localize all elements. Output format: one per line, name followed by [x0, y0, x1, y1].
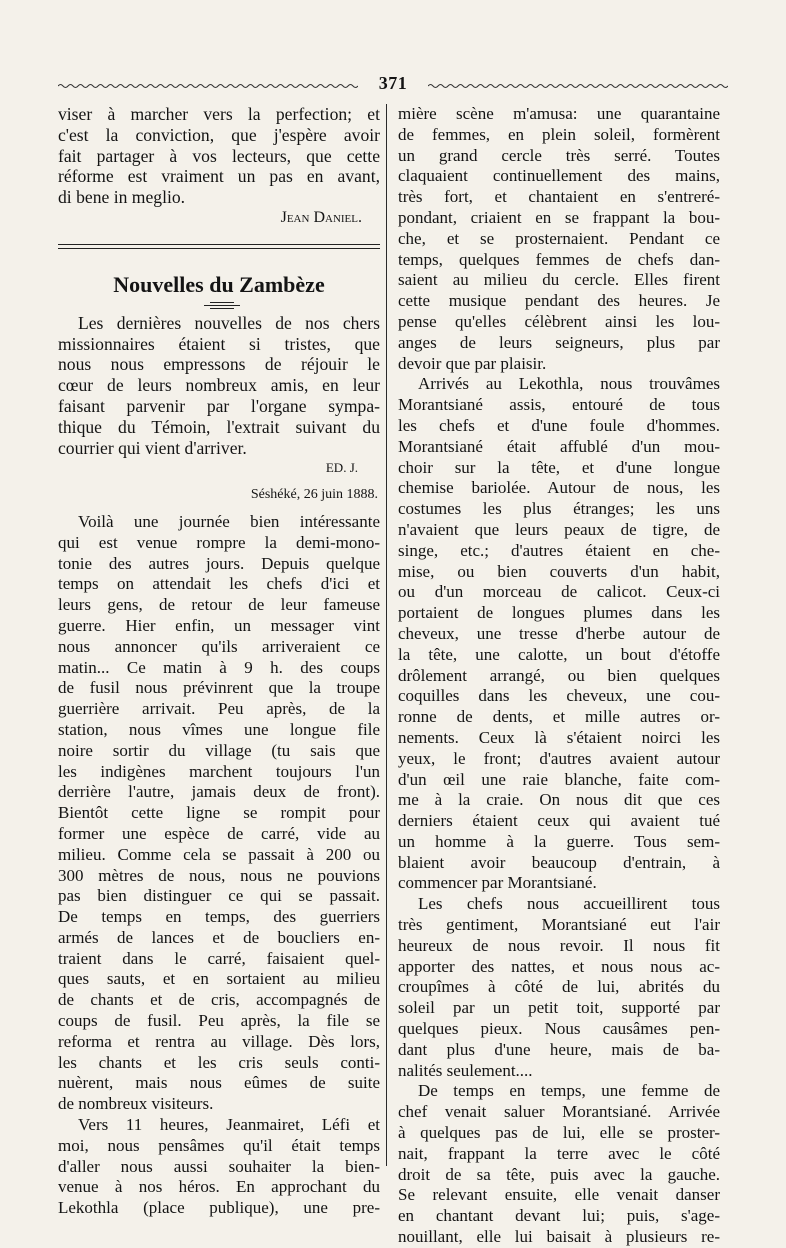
text-line: nuèrent, mais nous eûmes de suite — [58, 1073, 380, 1093]
text-line: croupîmes à côté de lui, abrités du — [398, 977, 720, 997]
text-line: apporter des nattes, et nous nous ac- — [398, 956, 720, 976]
text-line: pondant, criaient en se frappant la bou- — [398, 207, 720, 227]
text-line: claquaient continuellement des mains, — [398, 166, 720, 186]
text-line: très gentiment, Morantsiané eut l'air — [398, 915, 720, 935]
text-line: un grand cercle très serré. Toutes — [398, 145, 720, 165]
text-line: les indigènes marchent toujours l'un — [58, 761, 380, 781]
text-line: nalités seulement.... — [398, 1060, 533, 1080]
header-ornament-right — [428, 83, 728, 89]
text-line: costumes les plus étranges; les uns — [398, 499, 720, 519]
text-line: de chants et de cris, accompagnés de — [58, 990, 380, 1010]
text-line: Morantsiané était affublé d'un mou- — [398, 436, 720, 456]
text-line: station, nous vîmes une longue file — [58, 719, 380, 739]
left-column — [58, 104, 380, 1219]
text-line: de fusil nous prévinrent que la troupe — [58, 678, 380, 698]
text-line: dant plus d'une heure, mais de ba- — [398, 1039, 720, 1059]
section-divider — [58, 239, 380, 257]
text-line: milieu. Comme cela se passait à 200 ou — [58, 844, 380, 864]
text-line: Voilà une journée bien intéressante — [78, 511, 380, 531]
text-line: di bene in meglio. — [58, 187, 186, 208]
text-line: nouillant, elle lui baisait à plusieurs re- — [398, 1227, 720, 1247]
text-line: noire sortir du village (tu sais que — [58, 740, 380, 760]
text-line: fait partager à vos lecteurs, que cette — [58, 145, 380, 166]
text-line: droit de sa tête, puis avec la gauche. — [398, 1164, 720, 1184]
text-line: singe, etc.; d'autres étaient en che- — [398, 540, 720, 560]
text-line: un homme à la guerre. Tous sem- — [398, 831, 720, 851]
text-line: Vers 11 heures, Jeanmairet, Léfi et — [78, 1115, 380, 1135]
text-line: commencer par Morantsiané. — [398, 873, 597, 893]
text-line: derniers étaient ceux qui avaient tué — [398, 811, 720, 831]
text-line: chef venait saluer Morantsiané. Arrivée — [398, 1102, 720, 1122]
text-line: traient dans le carré, faisaient quel- — [58, 948, 380, 968]
text-line: d'aller nous aussi souhaiter la bien- — [58, 1156, 380, 1176]
text-line: Bientôt cette ligne se rompit pour — [58, 803, 380, 823]
text-line: ou d'un morceau de calicot. Ceux-ci — [398, 582, 720, 602]
text-line: pas bien distinguer ce qui se passait. — [58, 886, 380, 906]
text-line: De temps en temps, des guerriers — [58, 907, 380, 927]
letter-dateline: Séshéké, 26 juin 1888. — [250, 487, 378, 503]
column-divider — [386, 104, 387, 1166]
text-line: Les chefs nous accueillirent tous — [418, 894, 720, 914]
text-line: n'avaient que leurs peaux de tigre, de — [398, 519, 720, 539]
text-line: à quelques pas de lui, elle se proster- — [398, 1123, 720, 1143]
text-line: blaient avoir beaucoup d'entrain, à — [398, 852, 720, 872]
text-line: soleil par un petit toit, supporté par — [398, 998, 720, 1018]
text-line: che, et se prosternaient. Pendant ce — [398, 228, 720, 248]
text-line: thique du Témoin, l'extrait suivant du — [58, 416, 380, 437]
text-line: la tête, une calotte, un bout d'étoffe — [398, 644, 720, 664]
text-line: tonie des autres jours. Depuis quelque — [58, 553, 380, 573]
page-header — [58, 73, 728, 95]
author-signature: Jean Daniel. — [280, 208, 362, 226]
text-line: réforme est vraiment un pas en avant, — [58, 166, 380, 187]
text-line: cheveux, une tresse d'herbe autour de — [398, 623, 720, 643]
text-line: former une espèce de carré, vide au — [58, 823, 380, 843]
text-line: heureux de nous revoir. Il nous fit — [398, 935, 720, 955]
text-line: cette musique pendant des heures. Je — [398, 291, 720, 311]
text-line: ronne de dents, et mille autres or- — [398, 707, 720, 727]
text-line: matin... Ce matin à 9 h. des coups — [58, 657, 380, 677]
text-line: anges de leurs seigneurs, plus par — [398, 332, 720, 352]
text-line: cœur de leurs nombreux amis, en leur — [58, 375, 380, 396]
text-line: me à la craie. On nous dit que ces — [398, 790, 720, 810]
text-line: en chantant devant lui; puis, s'age- — [398, 1206, 720, 1226]
text-line: nements. Ceux là s'étaient noirci les — [398, 727, 720, 747]
title-ornament — [58, 299, 380, 313]
text-line: d'un œil une raie blanche, faite com- — [398, 769, 720, 789]
text-line: 300 mètres de nous, nous ne pouvions — [58, 865, 380, 885]
text-line: Les dernières nouvelles de nos chers — [78, 312, 380, 333]
text-line: missionnaires étaient si tristes, que — [58, 333, 380, 354]
text-line: quelques pieux. Nous causâmes pen- — [398, 1019, 720, 1039]
text-line: faisant parvenir par l'organe sympa- — [58, 395, 380, 416]
text-line: yeux, le front; d'autres avaient autour — [398, 748, 720, 768]
text-line: Morantsiané assis, entouré de tous — [398, 395, 720, 415]
text-line: venue à nos héros. En approchant du — [58, 1177, 380, 1197]
text-line: Arrivés au Lekothla, nous trouvâmes — [418, 374, 720, 394]
text-line: Lekothla (place publique), une pre- — [58, 1198, 380, 1218]
text-line: mise, ou bien couverts d'un habit, — [398, 561, 720, 581]
text-line: les chefs et d'une foule d'hommes. — [398, 415, 720, 435]
text-line: les chants et les cris seuls conti- — [58, 1052, 380, 1072]
text-line: mière scène m'amusa: une quarantaine — [398, 104, 720, 123]
text-line: guerre. Hier enfin, un messager vint — [58, 615, 380, 635]
text-line: armés de lances et de boucliers en- — [58, 927, 380, 947]
text-line: de femmes, en plein soleil, formèrent — [398, 124, 720, 144]
text-line: leurs gens, de retour de leur fameuse — [58, 595, 380, 615]
text-line: temps on attendait les chefs d'ici et — [58, 574, 380, 594]
text-line: drôlement arrangé, ou bien quelques — [398, 665, 720, 685]
text-line: reforma et rentra au village. Dès lors, — [58, 1031, 380, 1051]
text-line: coups de fusil. Peu après, la file se — [58, 1011, 380, 1031]
text-line: nous annoncer qu'ils arriveraient ce — [58, 636, 380, 656]
text-line: pense qu'elles célèbrent ainsi les lou- — [398, 311, 720, 331]
text-line: nous nous empressons de réjouir le — [58, 354, 380, 375]
text-line: choir sur la tête, et d'une longue — [398, 457, 720, 477]
text-line: temps, quelques femmes de chefs dan- — [398, 249, 720, 269]
text-line: moi, nous pensâmes qu'il était temps — [58, 1135, 380, 1155]
text-line: chemise bariolée. Autour de nous, les — [398, 478, 720, 498]
section-title: Nouvelles du Zambèze — [113, 271, 325, 297]
text-line: Se relevant ensuite, elle venait danser — [398, 1185, 720, 1205]
text-line: qui est venue rompre la demi-mono- — [58, 532, 380, 552]
text-line: c'est la conviction, que j'espère avoir — [58, 124, 380, 145]
right-column — [398, 104, 720, 1248]
text-line: portaient de longues plumes dans les — [398, 603, 720, 623]
text-line: devoir que par plaisir. — [398, 353, 547, 373]
text-line: très fort, et chantaient en s'entreré- — [398, 187, 720, 207]
text-line: viser à marcher vers la perfection; et — [58, 104, 380, 124]
text-line: saient au milieu du cercle. Elles firent — [398, 270, 720, 290]
text-line: courrier qui vient d'arriver. — [58, 437, 247, 458]
text-line: de nombreux visiteurs. — [58, 1094, 214, 1114]
text-line: nait, frappant la terre avec le côté — [398, 1143, 720, 1163]
letter-body — [58, 512, 380, 1219]
text-line: derrière l'autre, jamais deux de front). — [58, 782, 380, 802]
page-number: 371 — [378, 73, 408, 93]
text-line: guerrière arrivait. Peu après, de la — [58, 699, 380, 719]
text-line: De temps en temps, une femme de — [418, 1081, 720, 1101]
text-line: coquilles dans les cheveux, une cou- — [398, 686, 720, 706]
editor-initials: ED. J. — [325, 460, 358, 476]
text-line: ques sauts, et en sortaient au milieu — [58, 969, 380, 989]
